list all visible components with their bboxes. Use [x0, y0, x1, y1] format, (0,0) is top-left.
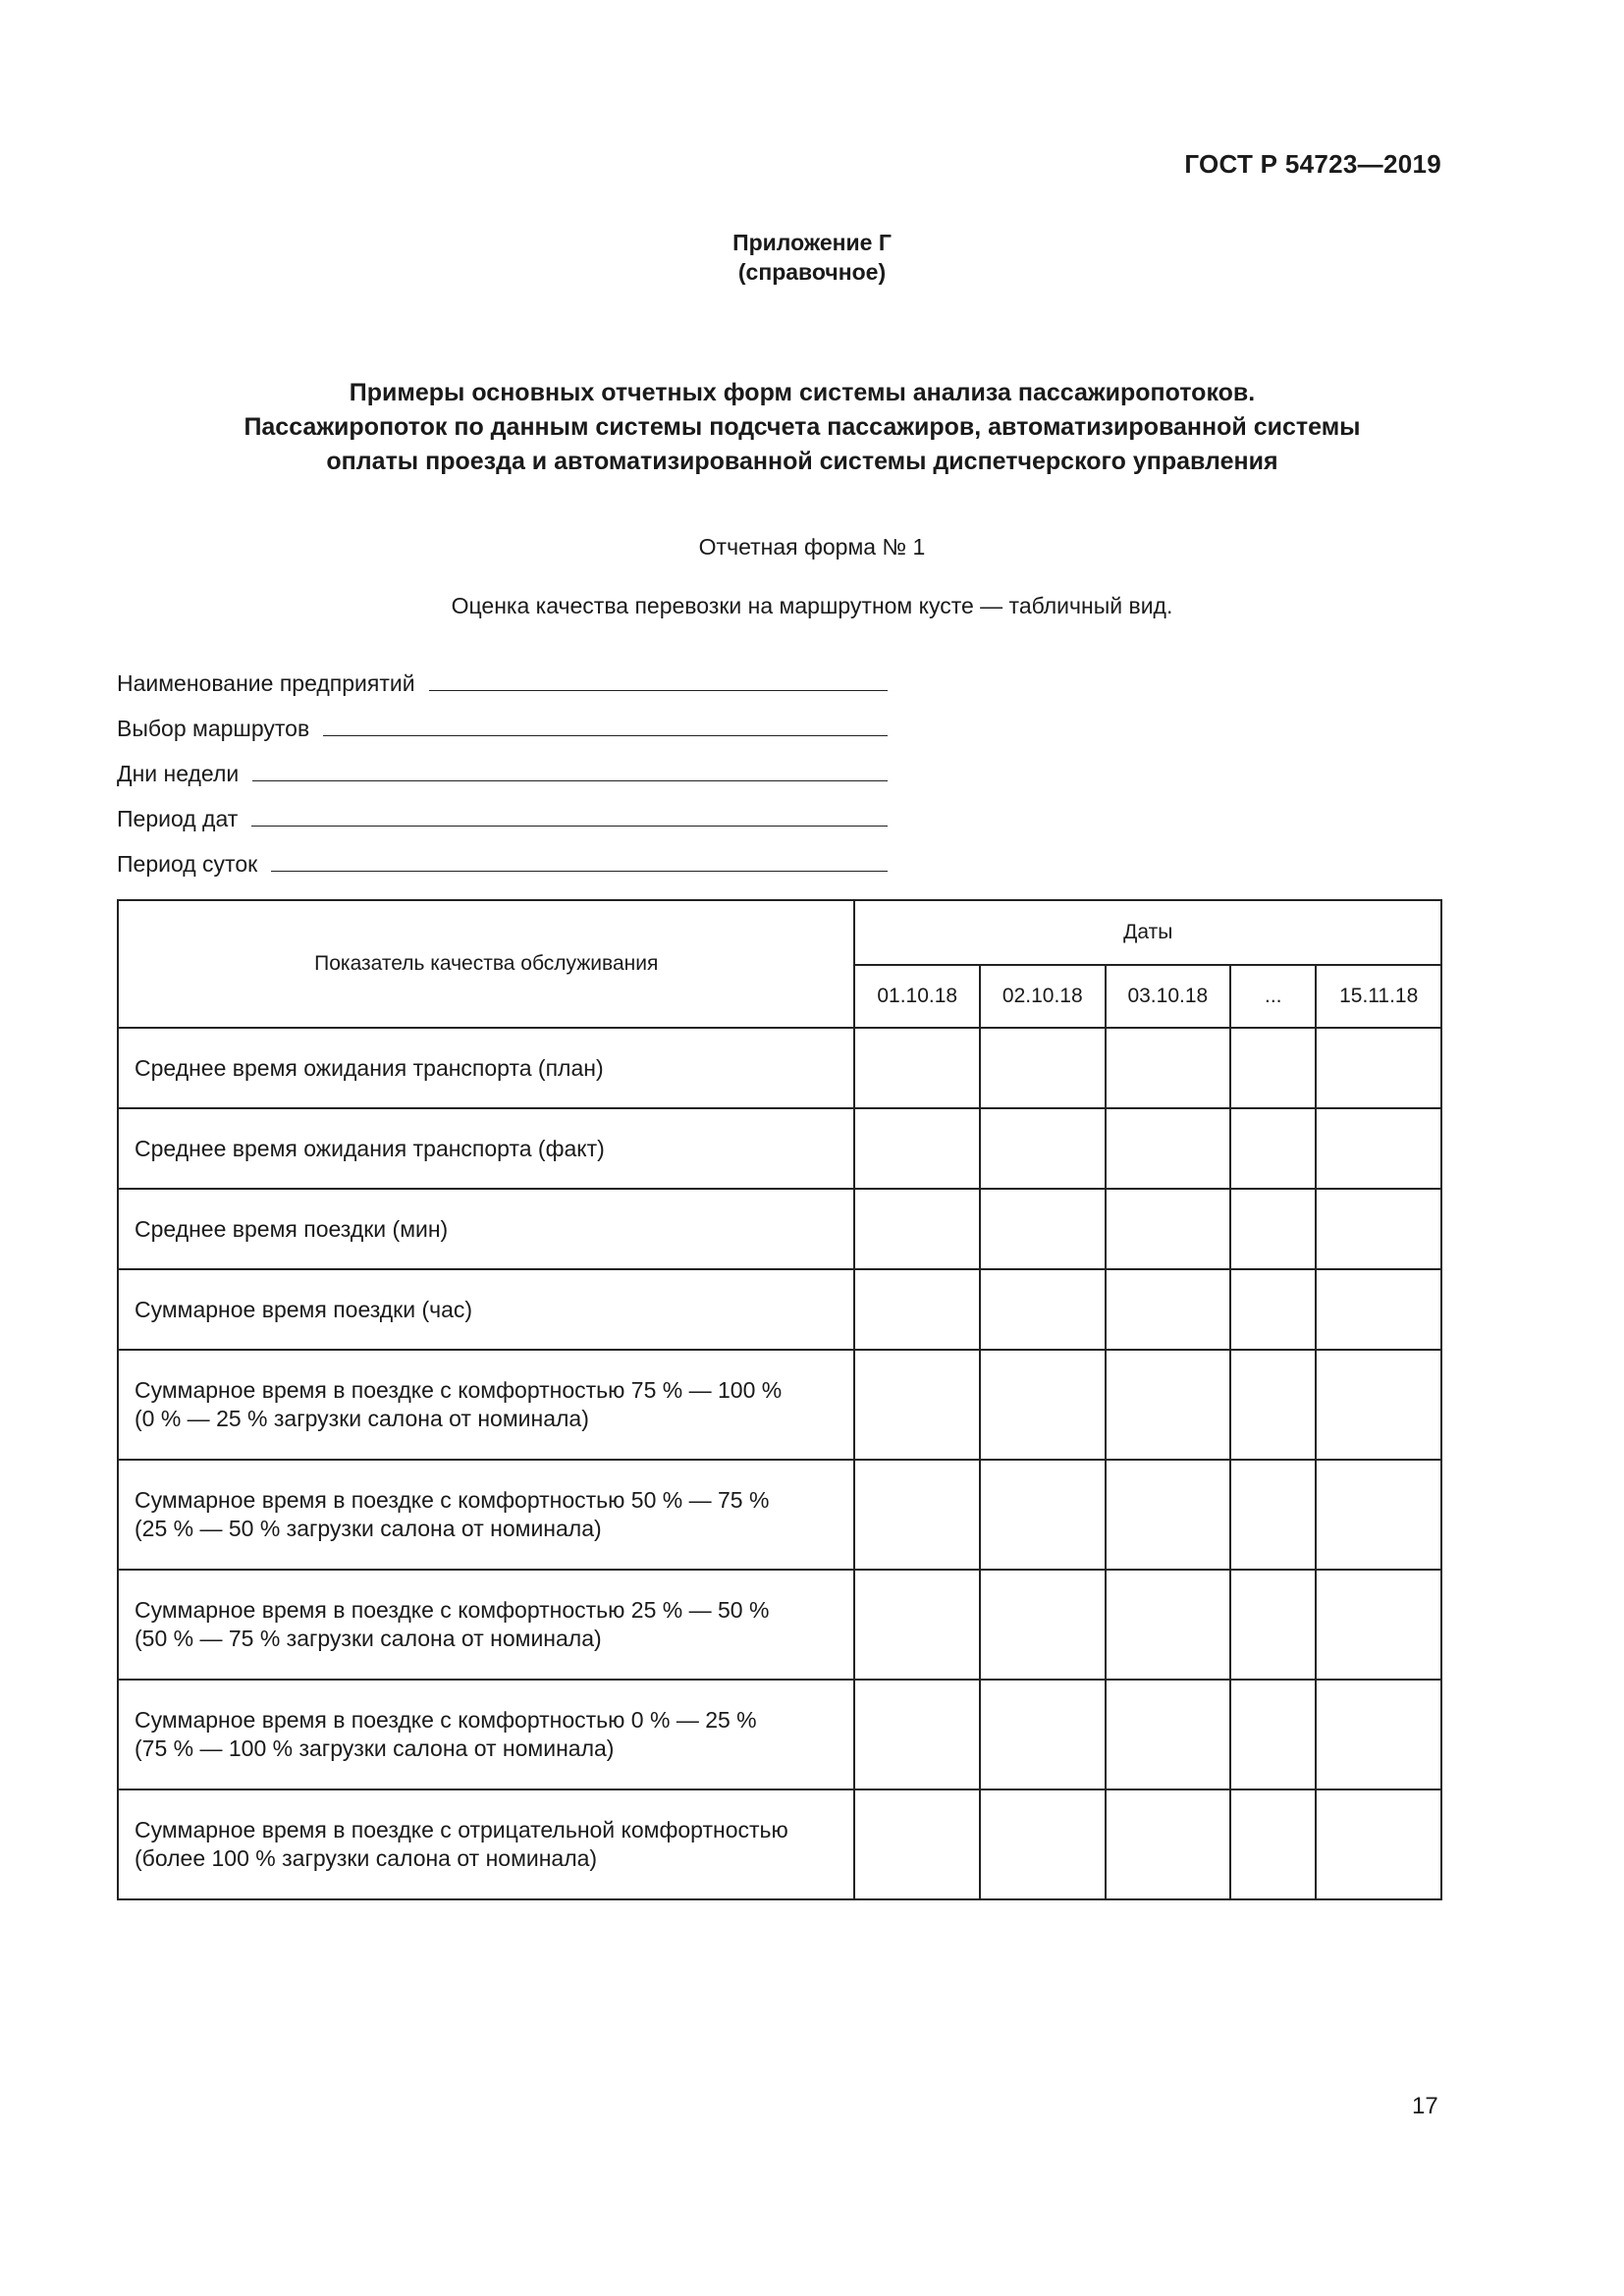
field-day-period [117, 832, 888, 878]
quality-report-table [117, 899, 1442, 1900]
page-number: 17 [1412, 2093, 1438, 2119]
value-cell [1230, 1269, 1316, 1350]
indicator-text: (75 % — 100 % загрузки салона от номинала) [135, 1735, 615, 1761]
title-line: Пассажиропоток по данным системы подсчета пассажиров, автоматизированной системы [244, 413, 1361, 441]
document-code: ГОСТ Р 54723—2019 [1184, 149, 1441, 179]
table-row [118, 1570, 1441, 1680]
table-row [118, 1350, 1441, 1460]
form-number: Отчетная форма № 1 [698, 534, 926, 560]
table-row [118, 1028, 1441, 1108]
table-row [118, 1269, 1441, 1350]
field-enterprises [117, 652, 888, 697]
table-header-row [118, 900, 1441, 965]
value-cell [1106, 1789, 1231, 1899]
indicator-text: (25 % — 50 % загрузки салона от номинала) [135, 1516, 602, 1541]
value-cell [1106, 1269, 1231, 1350]
value-cell [980, 1189, 1106, 1269]
indicator-text: Среднее время ожидания транспорта (факт) [135, 1135, 605, 1161]
value-cell [854, 1350, 980, 1460]
field-weekdays [117, 742, 888, 787]
value-cell [1106, 1680, 1231, 1789]
indicator-text: Суммарное время в поездке с отрицательной комфортностью [135, 1817, 788, 1842]
fill-in-line [429, 690, 888, 691]
table-row [118, 1789, 1441, 1899]
value-cell [1316, 1460, 1441, 1570]
annex-heading [0, 228, 1624, 287]
field-label: Наименование предприятий [117, 670, 415, 696]
value-cell [1230, 1108, 1316, 1189]
indicator-text: (0 % — 25 % загрузки салона от номинала) [135, 1406, 589, 1431]
indicator-cell [118, 1570, 854, 1680]
value-cell [980, 1680, 1106, 1789]
indicator-text: Суммарное время поездки (час) [135, 1296, 473, 1322]
field-routes [117, 697, 888, 742]
date-column-header: 03.10.18 [1106, 965, 1231, 1028]
dates-header: Даты [854, 900, 1441, 965]
table-row [118, 1189, 1441, 1269]
indicator-text: Среднее время поездки (мин) [135, 1215, 449, 1242]
fill-in-line [323, 735, 888, 736]
value-cell [854, 1680, 980, 1789]
indicator-cell [118, 1680, 854, 1789]
value-cell [980, 1570, 1106, 1680]
value-cell [980, 1789, 1106, 1899]
date-column-header: 02.10.18 [980, 965, 1106, 1028]
value-cell [980, 1460, 1106, 1570]
fill-in-line [271, 871, 888, 872]
value-cell [1106, 1570, 1231, 1680]
value-cell [1316, 1680, 1441, 1789]
value-cell [1316, 1789, 1441, 1899]
value-cell [854, 1570, 980, 1680]
value-cell [1106, 1028, 1231, 1108]
value-cell [1316, 1570, 1441, 1680]
table-row [118, 1680, 1441, 1789]
indicator-cell [118, 1350, 854, 1460]
indicator-cell [118, 1028, 854, 1108]
value-cell [980, 1108, 1106, 1189]
field-label: Период дат [117, 806, 239, 831]
indicator-text: Суммарное время в поездке с комфортностью 25 % — 50 % [135, 1597, 770, 1623]
page-title [118, 376, 1487, 479]
value-cell [854, 1189, 980, 1269]
value-cell [1316, 1028, 1441, 1108]
fill-in-line [252, 780, 888, 781]
table-row [118, 1108, 1441, 1189]
date-column-header: 15.11.18 [1316, 965, 1441, 1028]
value-cell [1230, 1189, 1316, 1269]
value-cell [1230, 1460, 1316, 1570]
annex-type: (справочное) [737, 259, 887, 285]
indicator-text: Среднее время ожидания транспорта (план) [135, 1054, 604, 1081]
value-cell [1316, 1350, 1441, 1460]
field-label: Дни недели [117, 761, 240, 786]
indicator-cell [118, 1789, 854, 1899]
value-cell [1106, 1350, 1231, 1460]
form-fields [117, 652, 888, 878]
fill-in-line [251, 826, 888, 827]
value-cell [1230, 1350, 1316, 1460]
value-cell [1230, 1570, 1316, 1680]
value-cell [1230, 1680, 1316, 1789]
value-cell [980, 1269, 1106, 1350]
indicator-header: Показатель качества обслуживания [118, 900, 854, 1028]
indicator-text: Суммарное время в поездке с комфортностью 0 % — 25 % [135, 1707, 757, 1733]
value-cell [1230, 1789, 1316, 1899]
field-label: Выбор маршрутов [117, 716, 310, 741]
value-cell [1316, 1108, 1441, 1189]
date-column-header: 01.10.18 [854, 965, 980, 1028]
value-cell [1106, 1108, 1231, 1189]
indicator-cell [118, 1189, 854, 1269]
indicator-text: (50 % — 75 % загрузки салона от номинала) [135, 1626, 602, 1651]
value-cell [854, 1269, 980, 1350]
value-cell [980, 1350, 1106, 1460]
value-cell [854, 1028, 980, 1108]
value-cell [1316, 1269, 1441, 1350]
title-line: оплаты проезда и автоматизированной системы диспетчерского управления [326, 448, 1278, 475]
value-cell [980, 1028, 1106, 1108]
value-cell [1106, 1189, 1231, 1269]
indicator-cell [118, 1108, 854, 1189]
indicator-text: Суммарное время в поездке с комфортностью 50 % — 75 % [135, 1487, 770, 1513]
field-date-period [117, 787, 888, 832]
value-cell [1230, 1028, 1316, 1108]
indicator-text: (более 100 % загрузки салона от номинала) [135, 1845, 598, 1871]
indicator-cell [118, 1269, 854, 1350]
title-line: Примеры основных отчетных форм системы анализа пассажиропотоков. [349, 379, 1256, 406]
field-label: Период суток [117, 851, 258, 877]
indicator-cell [118, 1460, 854, 1570]
value-cell [1106, 1460, 1231, 1570]
annex-title: Приложение Г [732, 230, 892, 255]
value-cell [854, 1460, 980, 1570]
value-cell [854, 1108, 980, 1189]
indicator-text: Суммарное время в поездке с комфортностью 75 % — 100 % [135, 1377, 783, 1403]
table-row [118, 1460, 1441, 1570]
form-caption: Оценка качества перевозки на маршрутном кусте — табличный вид. [451, 593, 1173, 618]
value-cell [854, 1789, 980, 1899]
value-cell [1316, 1189, 1441, 1269]
date-column-header: ... [1230, 965, 1316, 1028]
